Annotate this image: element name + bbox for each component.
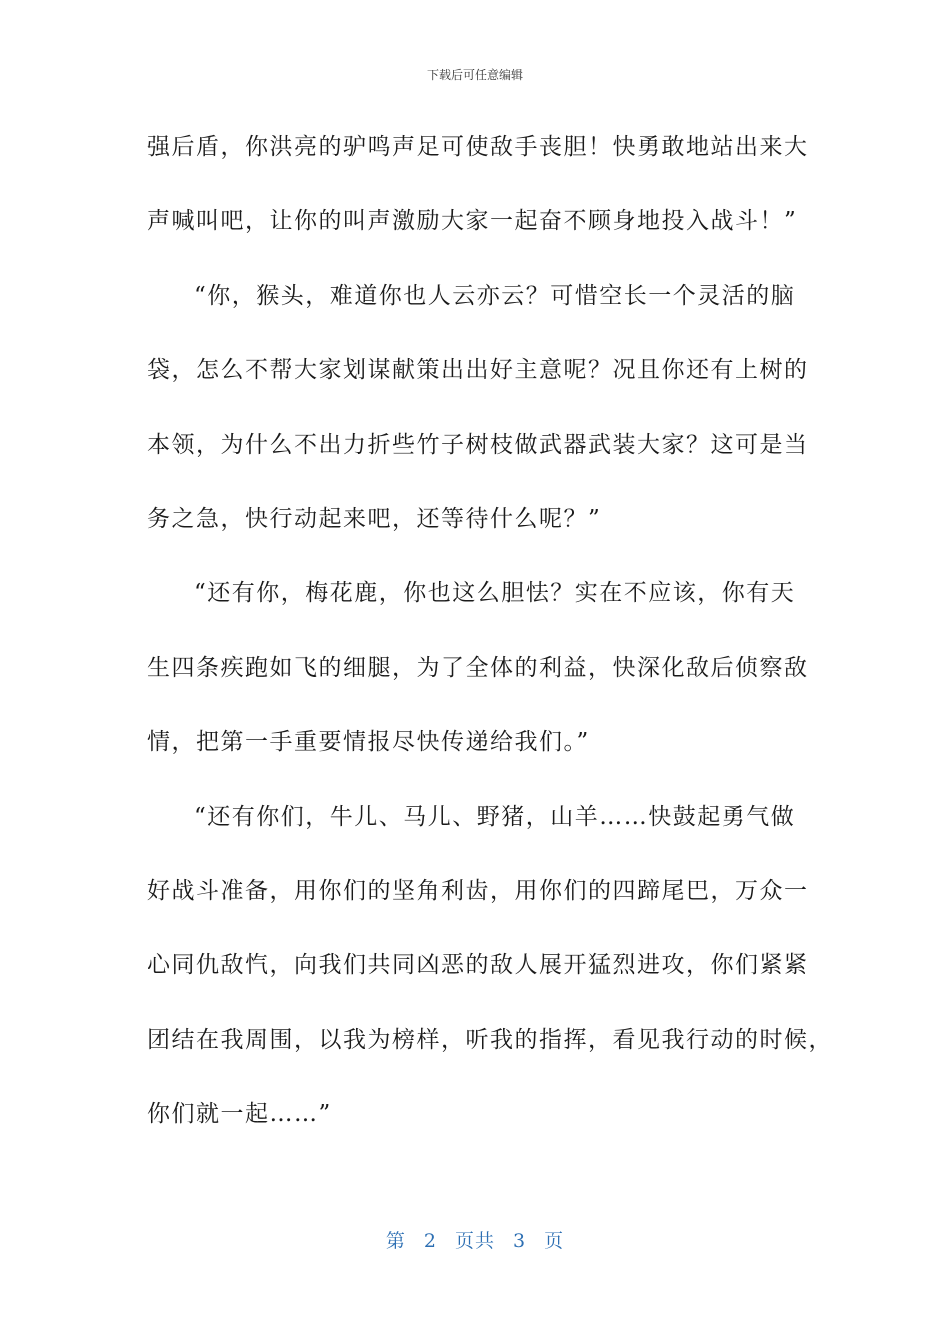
footer-prefix: 第	[385, 1230, 406, 1252]
footer-suffix: 页	[544, 1230, 565, 1252]
text-line: 好战斗准备，用你们的坚角利齿，用你们的四蹄尾巴，万众一	[147, 877, 809, 904]
total-page-number: 3	[513, 1230, 527, 1252]
paragraph-start-line: “还有你，梅花鹿，你也这么胆怯？实在不应该，你有天	[194, 580, 796, 607]
current-page-number: 2	[423, 1230, 437, 1252]
footer-middle: 页共	[454, 1230, 495, 1252]
text-line: 本领，为什么不出力折些竹子树枝做武器武装大家？这可是当	[147, 431, 809, 458]
text-line: 你们就一起……”	[147, 1101, 332, 1128]
text-line: 生四条疾跑如飞的细腿，为了全体的利益，快深化敌后侦察敌	[147, 654, 809, 681]
text-line: 团结在我周围，以我为榜样，听我的指挥，看见我行动的时候，	[147, 1026, 833, 1053]
document-body	[147, 120, 833, 1161]
page-footer	[0, 1226, 950, 1253]
text-line: 强后盾，你洪亮的驴鸣声足可使敌手丧胆！快勇敢地站出来大	[147, 134, 809, 160]
page-header: 下载后可任意编辑	[426, 68, 523, 82]
text-line: 袋，怎么不帮大家划谋献策出出好主意呢？况且你还有上树的	[147, 357, 809, 384]
text-line: 声喊叫吧，让你的叫声激励大家一起奋不顾身地投入战斗！”	[147, 208, 798, 235]
text-line: 心同仇敌忾，向我们共同凶恶的敌人展开猛烈进攻，你们紧紧	[147, 952, 809, 979]
paragraph-start-line: “还有你们，牛儿、马儿、野猪，山羊……快鼓起勇气做	[194, 803, 796, 830]
paragraph-start-line: “你，猴头，难道你也人云亦云？可惜空长一个灵活的脑	[194, 282, 796, 309]
text-line: 务之急，快行动起来吧，还等待什么呢？”	[147, 505, 602, 532]
text-line: 情，把第一手重要情报尽快传递给我们。”	[147, 729, 590, 756]
